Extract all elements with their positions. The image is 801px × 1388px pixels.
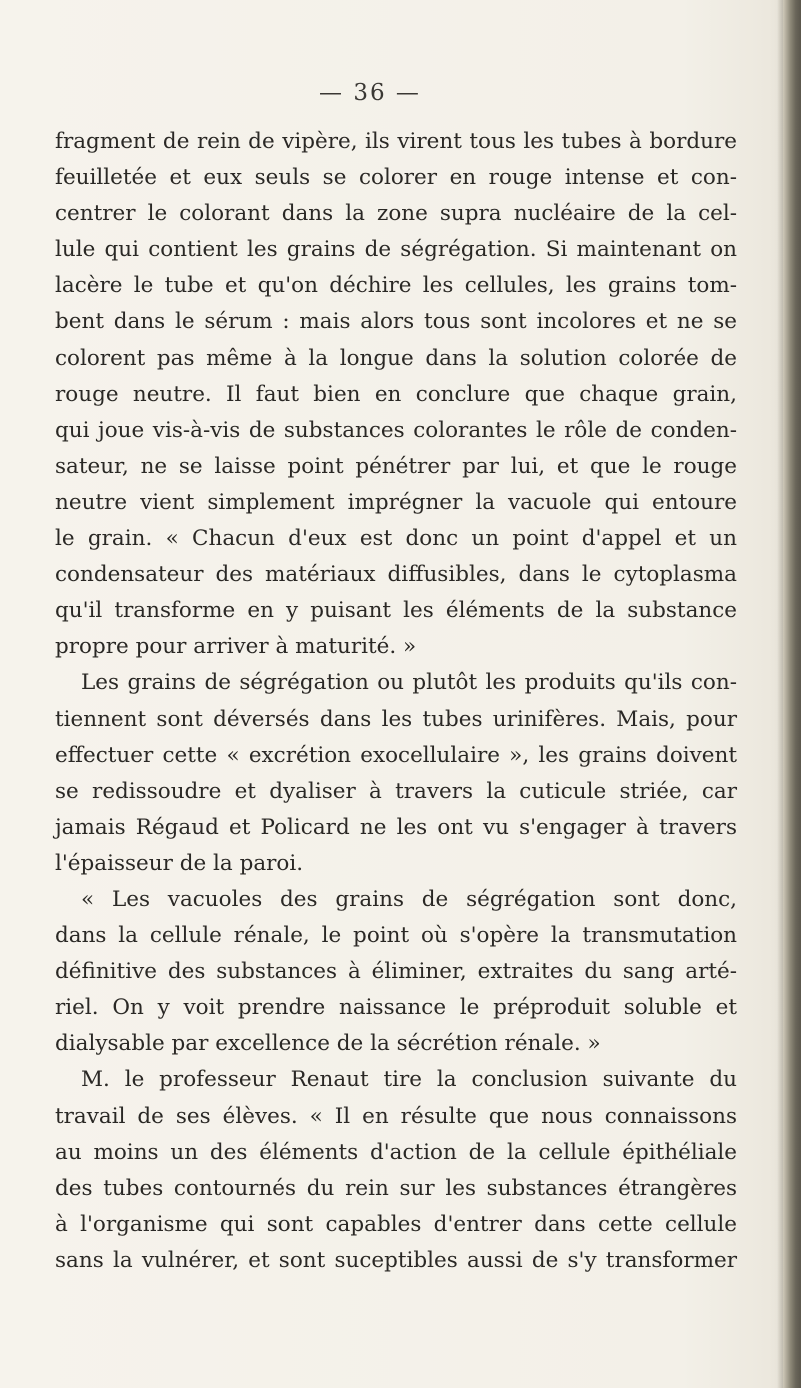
text-line: dialysable par excellence de la sécrétion rénale. » — [55, 1031, 601, 1057]
text-line: feuilletée et eux seuls se colorer en rouge intense et con- — [55, 165, 737, 191]
text-line: des tubes contournés du rein sur les substances étrangères — [55, 1175, 737, 1201]
text-line: centrer le colorant dans la zone supra nucléaire de la cel- — [55, 201, 737, 227]
book-edge — [783, 0, 801, 1388]
text-line: « Les vacuoles des grains de ségrégation sont donc, — [81, 886, 737, 912]
text-line: définitive des substances à éliminer, extraites du sang arté- — [55, 959, 737, 985]
text-line: condensateur des matériaux diffusibles, dans le cytoplasma — [55, 562, 737, 588]
text-line: neutre vient simplement imprégner la vacuole qui entoure — [55, 489, 737, 515]
text-line: à l'organisme qui sont capables d'entrer dans cette cellule — [55, 1211, 737, 1237]
page-number: — 36 — — [319, 80, 421, 106]
text-line: M. le professeur Renaut tire la conclusion suivante du — [81, 1067, 737, 1093]
text-line: bent dans le sérum : mais alors tous sont incolores et ne se — [55, 309, 737, 335]
text-line: colorent pas même à la longue dans la solution colorée de — [55, 345, 737, 371]
text-line: sateur, ne se laisse point pénétrer par lui, et que le rouge — [55, 453, 737, 479]
text-line: travail de ses élèves. « Il en résulte que nous connaissons — [55, 1103, 737, 1129]
text-line: lule qui contient les grains de ségrégation. Si maintenant on — [55, 237, 737, 263]
body-text — [55, 124, 737, 1279]
text-line: fragment de rein de vipère, ils virent tous les tubes à bordure — [55, 129, 737, 154]
text-line: le grain. « Chacun d'eux est donc un point d'appel et un — [55, 526, 737, 552]
text-line: rouge neutre. Il faut bien en conclure que chaque grain, — [55, 381, 737, 407]
text-line: propre pour arriver à maturité. » — [55, 634, 417, 660]
text-line: qu'il transforme en y puisant les éléments de la substance — [55, 598, 737, 624]
text-line: l'épaisseur de la paroi. — [55, 850, 304, 876]
text-line: tiennent sont déversés dans les tubes urinifères. Mais, pour — [55, 706, 737, 732]
text-line: effectuer cette « excrétion exocellulaire », les grains doivent — [55, 742, 737, 768]
text-line: sans la vulnérer, et sont suceptibles aussi de s'y transformer — [55, 1247, 737, 1273]
text-line: se redissoudre et dyaliser à travers la cuticule striée, car — [55, 778, 737, 804]
text-line: au moins un des éléments d'action de la cellule épithéliale — [55, 1139, 737, 1165]
text-line: lacère le tube et qu'on déchire les cellules, les grains tom- — [55, 273, 737, 299]
text-line: qui joue vis-à-vis de substances colorantes le rôle de conden- — [55, 417, 737, 443]
text-line: dans la cellule rénale, le point où s'opère la transmutation — [55, 923, 737, 949]
text-line: riel. On y voit prendre naissance le préproduit soluble et — [55, 995, 737, 1021]
text-line: Les grains de ségrégation ou plutôt les produits qu'ils con- — [81, 670, 737, 696]
text-line: jamais Régaud et Policard ne les ont vu s'engager à travers — [55, 814, 737, 840]
